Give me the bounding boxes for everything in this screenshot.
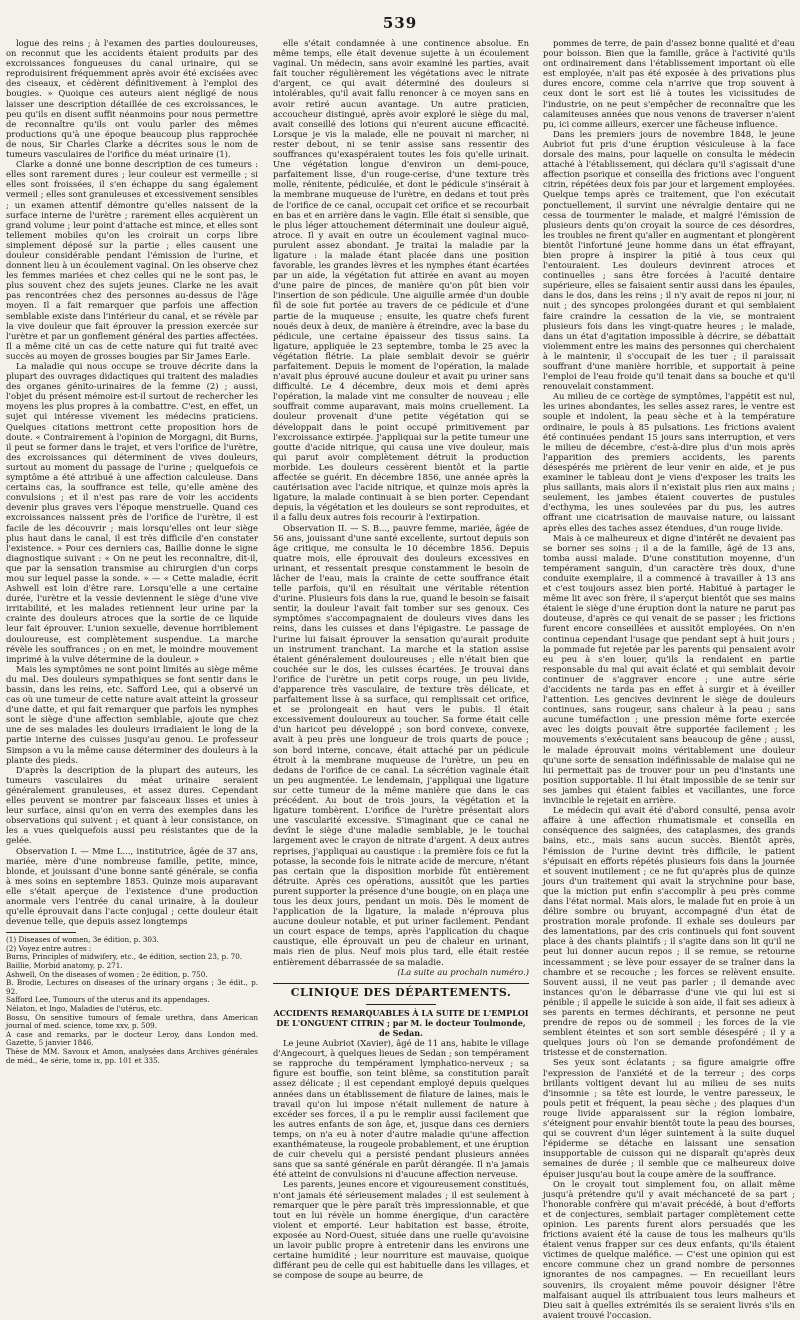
footnote: Bossu, On sensitive tumours of female urethra, dans American journal of med. science, tome xxv, p. 509. (6, 1012, 258, 1031)
continued-note: (La suite au prochain numéro.) (397, 966, 529, 977)
section-divider (273, 983, 529, 984)
footnote-divider (6, 932, 76, 933)
paragraph: Mais les symptômes ne sont point limités au siège même du mal. Des douleurs sympathiques se font sentir dans le bassin, dans les reins, etc. Safford Lee, qui a observé un cas où une tumeur de cette nature avait atteint la grosseur d'une datte, et qui fait remarquer que parfois les nymphes sont le siège d'une affection semblable, ajoute que chez une de ses malades les douleurs irradiaient le long de la partie interne des cuisses jusqu'au genou. Le professeur Simpson a vu la même cause déterminer des douleurs à la plante des pieds. (6, 663, 258, 765)
paragraph: Observation I. — Mme L..., institutrice, âgée de 37 ans, mariée, mère d'une nombreuse famille, petite, mince, blonde, et jouissant d'une bonne santé générale, se confia à mes soins en septembre 1853. Quinze mois auparavant elle s'était aperçue de l'existence d'une production anormale vers l'entrée du canal urinaire, à la douleur qu'elle éprouvait dans l'acte conjugal ; cette douleur était devenue telle, que depuis assez longtemps (6, 845, 258, 927)
column-middle (273, 38, 529, 1281)
paragraph: Mais à ce malheureux et digne d'intérêt ne devaient pas se borner ses soins ; il a de la famille, âgé de 13 ans, tomba aussi malade. D'une constitution moyenne, d'un tempérament sanguin, d'un caractère très doux, d'une conduite exemplaire, il a commencé à travailler à 13 ans et c'est toujours assez bien porté. Habitué à partager le même lit avec son frère, il s'aperçut bientôt que ses mains étaient le siège d'une éruption dont la nature ne parut pas douteuse, d'après ce qui venait de se passer ; les frictions furent encore conseillées et aussitôt employées. On n'en continua cependant l'usage que pendant sept à huit jours ; la pommade fut rejetée par les parents qui pensaient avoir eu peu à s'en louer, qu'ils la rendaient en partie responsable du mal qui avait éclaté et qui semblait devoir continuer de s'aggraver encore ; une autre série d'accidents ne tarda pas en effet à surgir et à éveiller l'attention. Les gencives devinrent le siège de douleurs continues, sans rougeur, sans chaleur à la peau ; sans aucune tuméfaction ; une pression même forte exercée avec les doigts pouvait être supportée facilement ; les mouvements s'exécutaient sans beaucoup de gêne ; aussi, le malade éprouvait moins véritablement une douleur qu'une sorte de sensation indéfinissable de malaise qui ne lui permettait pas de trouver pour un peu d'instants une position supportable. Il lui était impossible de se tenir sur ses jambes qui étaient faibles et vacillantes, une force invincible le rejetait en arrière. (543, 532, 795, 806)
paragraph: On le croyait tout simplement fou, on allait même jusqu'à prétendre qu'il y avait méchanceté de sa part ; l'honorable confrère qui m'avait précédé, à bout d'efforts et de conjectures, semblait partager complètement cette opinion. Les parents furent alors persuadés que les frictions avaient été la cause de tous les malheurs qu'ils étaient venus frapper sur ces deux enfants, qu'ils étaient victimes de quelque maléfice. — C'est une opinion qui est encore commune chez un grand nombre de personnes ignorantes de nos campagnes. — En recueillant leurs souvenirs, ils croyaient même pouvoir désigner l'être malfaisant auquel ils attribuaient tous leurs malheurs et Dieu sait à quelles extrémités ils se seraient livrés s'ils en avaient trouvé l'occasion. (543, 1178, 795, 1320)
page-number: 539 (382, 14, 418, 32)
footnote: Burns, Principles of midwifery, etc., 4e édition, section 23, p. 70. (6, 952, 243, 962)
column-left (6, 38, 258, 1098)
paragraph: Ses yeux sont éclatants ; sa figure amaigrie offre l'expression de l'anxiété et de la terreur ; des corps brillants voltigent devant lui au milieu de ses nuits d'insomnie ; sa tête est lourde, le ventre paresseux, le pouls petit et fréquent, la peau sèche ; des plaques d'un rouge livide apparaissent sur la région lombaire, s'éteignent pour envahir bientôt toute la peau des bourses, qui se couvrent d'un léger suintement à la suite duquel l'épiderme se détache en laissant une sensation insupportable de cuisson qui ne disparaît qu'après deux semaines de durée ; il semble que ce malheureux doive épuiser jusqu'au bout la coupe amère de la souffrance. (543, 1057, 795, 1179)
footnote: B. Brodie, Lectures on diseases of the urinary organs ; 3e édit., p. 92. (6, 978, 258, 996)
article-title: ACCIDENTS REMARQUABLES À LA SUITE DE L'EMPLOI DE L'ONGUENT CITRIN ; par M. le docteur Toulmonde, de Sedan. (273, 1007, 529, 1038)
footnote: Nélaton, et Ingo, Maladies de l'utérus, etc. (6, 1004, 163, 1013)
paragraph: Dans les premiers jours de novembre 1848, le jeune Aubriot fut pris d'une éruption vésiculeuse à la face dorsale des mains, pour laquelle on consulta le médecin attaché à l'établissement, qui déclara qu'il s'agissait d'une affection psorique et conseilla des frictions avec l'onguent citrin, répétées deux fois par jour et largement employées. Quelque temps après ce traitement, que l'on exécutait ponctuellement, il survint une névralgie dentaire qui ne cessa de tourmenter le malade, et malgré l'émission de plusieurs dents qu'on croyait la source de ces désordres, les troubles ne firent qu'aller en augmentant et plongèrent bientôt l'infortuné jeune homme dans un état effrayant, bien propre à inspirer la pitié à tous ceux qui l'entouraient. Les douleurs devinrent atroces et continuelles ; sans être forcées à l'acuité dentaire supérieure, elles se faisaient sentir aussi dans les épaules, dans le dos, dans les reins ; il n'y avait de repos ni jour, ni nuit ; des syncopes prolongées durant et qui semblaient faire craindre la cessation de la vie, se montraient plusieurs fois dans les vingt-quatre heures ; le malade, dans un état d'agitation impossible à décrire, se débattait violemment entre les mains des personnes qui cherchaient à le maintenir, il s'occupait de les tuer ; il paraissait souffrant d'une manière horrible, et supportait à peine l'emploi de l'eau froide qu'il tenait dans sa bouche et qu'il renouvelait constamment. (543, 128, 795, 392)
paragraph: La maladie qui nous occupe se trouve décrite dans la plupart des ouvrages didactiques qui traitent des maladies des organes génito-urinaires de la femme (2) ; aussi, l'objet du présent mémoire est-il surtout de rechercher les moyens les plus propres à la combattre. C'est, en effet, un sujet qui intéresse vivement les médecins praticiens. Quelques citations mettront cette proposition hors de doute. « Contrairement à l'opinion de Morgagni, dit Burns, il peut se former dans le trajet, et vers l'orifice de l'urètre, des excroissances qui déterminent de vives douleurs, surtout au moment du passage de l'urine ; quelquefois ce symptôme a été attribué à une affection calculeuse. Dans certains cas, la souffrance est telle, qu'elle amène des convulsions ; et il n'est pas rare de voir les accidents devenir plus graves vers l'époque menstruelle. Quand ces excroissances naissent près de l'orifice de l'urètre, il est facile de les découvrir ; mais lorsqu'elles ont leur siège plus haut dans le canal, il est très difficile d'en constater l'existence. » Pour ces derniers cas, Baillie donne le signe diagnostique suivant : « On ne peut les reconnaître, dit-il, que par la sensation transmise au chirurgien d'un corps mou sur lequel passe la sonde. » — « Cette maladie, écrit Ashwell est loin d'être rare. Lorsqu'elle a une certaine durée, l'urètre et la vessie deviennent le siège d'une vive irritabilité, et les malades retiennent leur urine par la crainte des douleurs atroces que la sortie de ce liquide leur fait éprouver. L'union sexuelle, devenue horriblement douloureuse, est complètement suspendue. La marche révèle les souffrances ; on en met, le moindre mouvement imprimé à la vulve détermine de la douleur. » (6, 361, 258, 664)
paragraph: pommes de terre, de pain d'assez bonne qualité et d'eau pour boisson. Bien que la famille, grâce à l'activité qu'ils ont ordinairement dans l'établissement important où elle est employée, n'ait pas été exposée à des privations plus dures encore, comme cela n'arrive que trop souvent à ceux dont le sort est lié à toutes les vicissitudes de l'industrie, on ne peut s'empêcher de reconnaître que les calamiteuses années que nous venons de traverser n'aient pu, ici comme ailleurs, exercer une fâcheuse influence. (543, 38, 795, 129)
section-heading: CLINIQUE DES DÉPARTEMENTS. (290, 985, 512, 999)
paragraph: elle s'était condamnée à une continence absolue. En même temps, elle était devenue sujette à un écoulement vaginal. Un médecin, sans avoir examiné les parties, avait fait toucher régulièrement les végétations avec le nitrate d'argent, ce qui avait déterminé des douleurs si intolérables, qu'il avait fallu renoncer à ce moyen sans en avoir retiré aucun avantage. Un autre praticien, accoucheur distingué, après avoir exploré le siège du mal, avait conseillé des lotions qui n'eurent aucune efficacité. Lorsque je vis la malade, elle ne pouvait ni marcher, ni rester debout, ni se tenir assise sans ressentir des souffrances qu'exaspéraient toutes les fois qu'elle urinait. Une végétation longue d'environ un demi-pouce, parfaitement lisse, d'un rouge-cerise, d'une texture très molle, rénitente, pédiculée, et dont le pédicule s'insérait à la membrane muqueuse de l'urètre, en dedans et tout près de l'orifice de ce canal, occupait cet orifice et se recourbait en bas et en arrière dans le vagin. Elle était si sensible, que le plus léger attouchement déterminait une douleur aiguë, atroce. Il y avait en outre un écoulement vaginal muco-purulent assez abondant. Je traitai la maladie par la ligature : la malade étant placée dans une position favorable, les grandes lèvres et les nymphes étant écartées par un aide, la végétation fut attirée en avant au moyen d'une paire de pinces, de manière qu'on pût bien voir l'insertion de son pédicule. Une aiguille armée d'un double fil de soie fut portée au travers de ce pédicule et d'une partie de la muqueuse ; ensuite, les quatre chefs furent noués deux à deux, de manière à étreindre, avec la base du pédicule, une certaine épaisseur des tissus sains. La ligature, appliquée le 23 septembre, tomba le 25 avec la végétation flétrie. La plaie semblait devoir se guérir parfaitement. Depuis le moment de l'opération, la malade n'avait plus éprouvé aucune douleur et avait pu uriner sans difficulté. Le 4 décembre, deux mois et demi après l'opération, la malade vint me consulter de nouveau ; elle souffrait comme auparavant, mais moins cruellement. La douleur provenait d'une petite végétation qui se développait dans le point occupé primitivement par l'excroissance extirpée. J'appliquai sur la petite tumeur une goutte d'acide nitrique, qui causa une vive douleur, mais qui parut avoir complètement détruit la production morbide. Les douleurs cessèrent bientôt et la partie affectée se guérit. En décembre 1856, une année après la cautérisation avec l'acide nitrique, et quinze mois après la ligature, la malade continuait à se bien porter. Cependant depuis, la végétation et les douleurs se sont reproduites, et il a fallu deux autres fois recourir à l'extirpation. (273, 38, 529, 523)
footnote: Ashwell, On the diseases of women ; 2e édition, p. 750. (6, 969, 208, 979)
footnote: (2) Voyez entre autres : (6, 943, 92, 953)
footnote: Baillie, Morbid anatomy, p. 271. (6, 961, 123, 971)
paragraph: Le jeune Aubriot (Xavier), âgé de 11 ans, habite le village d'Angecourt, à quelques lieues de Sedan ; son tempérament se rapproche du tempérament lymphatico-nerveux ; sa figure est bouffie, son teint blême, sa constitution paraît assez délicate ; il est cependant employé depuis quelques années dans un établissement de filature de laines, mais le travail qu'on lui impose n'était nullement de nature à excéder ses forces, il a pu le remplir aussi facilement que les autres enfants de son âge, et, jusque dans ces derniers temps, on n'a eu à noter d'autre maladie qu'une affection exanthémateuse, la rougeole probablement, et une éruption de cuir chevelu qui a persisté pendant plusieurs années sans que sa santé générale en parût dérangée. Il n'a jamais été atteint de convulsions ni d'aucune affection nerveuse. (273, 1038, 529, 1180)
footnote: Safford Lee, Tumours of the uterus and its appendages. (6, 995, 210, 1005)
paragraph: Au milieu de ce cortège de symptômes, l'appétit est nul, les urines abondantes, les selles assez rares, le ventre est souple et indolent, la peau sèche et à la température ordinaire, le pouls à 85 pulsations. Les frictions avaient été continuées pendant 15 jours sans interruption, et vers le milieu de décembre, c'est-à-dire plus d'un mois après l'apparition des premiers accidents, les parents désespérés me prièrent de leur venir en aide, et je pus examiner le tableau dont je viens d'exposer les traits les plus saillants, mais alors il n'existait plus rien aux mains ; seulement, les jambes étaient couvertes de pustules d'ecthyma, les unes soulevées par du pus, les autres offrant une cicatrisation de mauvaise nature, ou laissant après elles des taches assez étendues, d'un rouge livide. (543, 391, 795, 533)
footnote: Thèse de MM. Savoux et Amon, analysées dans Archives générales de méd., 4e série, tome ix, pp. 101 et 335. (6, 1046, 258, 1065)
paragraph: Observation II. — S. B..., pauvre femme, mariée, âgée de 56 ans, jouissant d'une santé excellente, surtout depuis son âge critique, me consulta le 10 décembre 1856. Depuis quatre mois, elle éprouvait des douleurs excessives en urinant, et ressentait presque constamment le besoin de lâcher de l'eau, mais la crainte de cette souffrance était telle parfois, qu'il en résultait une véritable rétention d'urine. Plusieurs fois dans la rue, quand le besoin se faisait sentir, la douleur l'avait fait tomber sur ses genoux. Ces symptômes s'accompagnaient de douleurs vives dans les reins, dans les cuisses et dans l'épigastre. Le passage de l'urine lui faisait éprouver la sensation qu'aurait produite un instrument tranchant. La marche et la station assise étaient généralement douloureuses ; elle n'était bien que couchée sur le dos, les cuisses écartées. Je trouvai dans l'orifice de l'urètre un petit corps rouge, un peu livide, d'apparence très vasculaire, de texture très délicate, et parfaitement lisse à sa surface, qui remplissait cet orifice, et se prolongeait en haut vers le pubis. Il était excessivement douloureux au toucher. Sa forme était celle d'un haricot peu développé ; son bord convexe, convexe, avait à peu près une longueur de trois quarts de pouce ; son bord interne, concave, était attaché par un pédicule étroit à la membrane muqueuse de l'urètre, un peu en dedans de l'orifice de ce canal. La sécrétion vaginale était un peu augmentée. Le lendemain, j'appliquai une ligature sur cette tumeur de la même manière que dans le cas précédent. Au bout de trois jours, la végétation et la ligature tombèrent. L'orifice de l'urètre présentait alors une vascularité excessive. S'imaginant que ce canal ne devînt le siège d'une maladie semblable, je le touchai largement avec le crayon de nitrate d'argent. A deux autres reprises, j'appliquai au caustique : la première fois ce fut la potasse, la seconde fois le nitrate acide de mercure, n'étant pas certain que la disposition morbide fût entièrement détruite. Après ces opérations, aussitôt que les parties purent supporter la présence d'une bougie, on en plaça une tous les deux jours, pendant un mois. Dès le moment de l'application de la ligature, la malade n'éprouva plus aucune douleur notable, et put uriner facilement. Pendant un court espace de temps, après l'application du chaque caustique, elle éprouvait un peu de chaleur en urinant, mais rien de plus. Neuf mois plus tard, elle était restée entièrement débarrassée de sa maladie. (273, 522, 529, 967)
paragraph: Le médecin qui avait été d'abord consulté, pensa avoir affaire à une affection rhumatismale et conseilla en conséquence des saignées, des cataplasmes, des grands bains, etc., mais sans aucun succès. Bientôt après, l'émission de l'urine devint très difficile, le patient s'épuisait en efforts répétés plusieurs fois dans la journée et souvent inutilement ; ce ne fut qu'après plus de quinze jours d'un traitement qui avait la strychnine pour base, que la miction put enfin s'accomplir à peu près comme dans l'état normal. Mais alors, le malade fut en proie à un délire sombre ou bruyant, accompagné d'un état de prostration morale profonde. Il exhale ses douleurs par des lamentations, par des cris continuels qui font souvent place à des chants plaintifs ; il s'agite dans son lit qu'il ne peut lui donner aucun repos ; il se remue, se retourne incessamment ; se lève pour essayer de se traîner dans la chambre et se recouche ; les forces se relèvent ensuite. Souvent aussi, il ne veut pas parler ; il demande avec instances qu'on le débarrasse d'une vie qui lui est si pénible ; il appelle le suicide à son aide, il fait ses adieux à ses parents en termes déchirants, et personne ne peut prendre de repos ou de sommeil ; les forces de la vie semblent éteintes et son sort semble désespéré ; il y a quelques jours où l'on se demande profondément de tristesse et de consternation. (543, 805, 795, 1058)
paragraph: logue des reins ; à l'examen des parties douloureuses, on reconnut que les accidents étaient produits par des excroissances fongueuses du canal urinaire, qui se reproduisirent fréquemment après avoir été excisées avec des ciseaux, et cédèrent définitivement à l'emploi des bougies. » Quoique ces auteurs aient négligé de nous laisser une description détaillée de ces excroissances, le peu qu'ils en disent suffit néanmoins pour nous permettre de reconnaître qu'ils ont voulu parler des mêmes productions qu'à une époque beaucoup plus rapprochée de nous, Sir Charles Clarke a décrites sous le nom de tumeurs vasculaires de l'orifice du méat urinaire (1). (6, 38, 258, 160)
heading-underline (366, 1004, 436, 1005)
paragraph: Les parents, jeunes encore et vigoureusement constitués, n'ont jamais été sérieusement malades ; il est seulement à remarquer que le père paraît très impressionnable, et que tout en lui révèle un homme énergique, d'un caractère violent et emporté. Leur habitation est basse, étroite, exposée au Nord-Ouest, située dans une ruelle qu'avoisine un lavoir public propre à entretenir dans les environs une certaine humidité ; leur nourriture est mauvaise, quoique différant peu de celle qui est habituelle dans les villages, et se compose de soupe au beurre, de (273, 1179, 529, 1281)
footnote: (1) Diseases of women, 3e édition, p. 303. (6, 935, 159, 945)
column-right (543, 38, 795, 1320)
paragraph: D'après la description de la plupart des auteurs, les tumeurs vasculaires du méat urinaire seraient généralement granuleuses, et assez dures. Cependant elles peuvent se montrer par faisceaux lisses et unies à leur surface, ainsi qu'on en verra des exemples dans les observations qui suivent ; et quant à leur consistance, on les a vues quelquefois aussi peu résistantes que de la gelée. (6, 764, 258, 846)
footnote: A case and remarks, par le docteur Leroy, dans London med. Gazette, 5 janvier 1846. (6, 1029, 258, 1048)
paragraph: Clarke a donné une bonne description de ces tumeurs : elles sont rarement dures ; leur couleur est vermeille ; si elles sont froissées, il s'en échappe du sang également vermeil ; elles sont granuleuses et excessivement sensibles ; un examen attentif démontre qu'elles naissent de la surface interne de l'urètre ; rarement elles acquièrent un grand volume ; leur point d'attache est mince, et elles sont tellement mobiles qu'on les croirait un corps libre simplement déposé sur la partie ; elles causent une douleur considérable pendant l'émission de l'urine, et donnent lieu à un écoulement vaginal. On les observe chez les femmes mariées et chez celles qui ne le sont pas, le plus souvent chez des sujets jeunes. Clarke ne les avait pas rencontrées chez des personnes au-dessus de l'âge moyen. Il a fait remarquer que parfois une affection semblable existe dans l'intérieur du canal, et se révèle par la vive douleur que fait éprouver la pression exercée sur l'urètre et par un gonflement général des parties affectées. Il a même cité un cas de cette nature qui fut traité avec succès au moyen de grosses bougies par Sir James Earle. (6, 159, 258, 361)
